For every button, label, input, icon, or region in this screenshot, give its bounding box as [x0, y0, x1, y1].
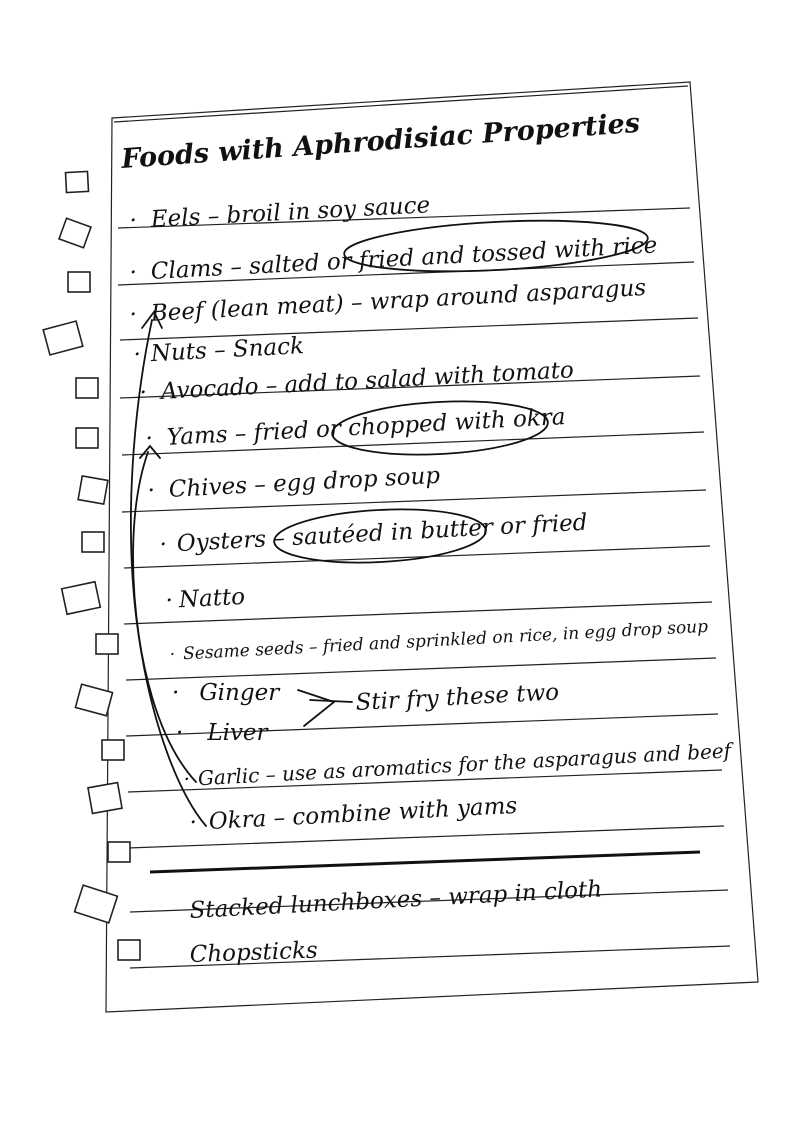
list-item: · Clams – salted or fried and tossed with rice	[128, 232, 658, 286]
page-title: Foods with Aphrodisiac Properties	[120, 107, 641, 175]
stir-fry-brace	[298, 679, 560, 726]
food-list	[129, 192, 735, 836]
extra-item: Stacked lunchboxes – wrap in cloth	[188, 876, 603, 924]
extra-item: Chopsticks	[189, 937, 319, 968]
list-item: · Oysters – sautéed in butter or fried	[158, 509, 589, 558]
list-item: · Natto	[164, 583, 246, 614]
list-item: · Beef (lean meat) – wrap around asparagus	[128, 274, 647, 328]
brace-note: Stir fry these two	[354, 679, 560, 716]
list-item: · Nuts – Snack	[132, 333, 305, 368]
list-item: · Sesame seeds – fried and sprinkled on rice, in egg drop soup	[169, 616, 709, 665]
binder-holes	[43, 171, 140, 960]
list-item: · Avocado – add to salad with tomato	[138, 357, 575, 406]
list-item: · Yams – fried or chopped with okra	[144, 404, 567, 452]
list-item: · Eels – broil in soy sauce	[128, 192, 431, 234]
list-item: · Liver	[176, 720, 268, 746]
list-item: · Chives – egg drop soup	[146, 462, 441, 504]
list-item: · Okra – combine with yams	[188, 792, 518, 836]
list-item: · Garlic – use as aromatics for the asparagus and beef	[183, 738, 732, 791]
list-item: · Ginger	[172, 680, 280, 706]
okra-to-yams-arrow	[133, 452, 206, 826]
extras-list	[189, 876, 603, 968]
